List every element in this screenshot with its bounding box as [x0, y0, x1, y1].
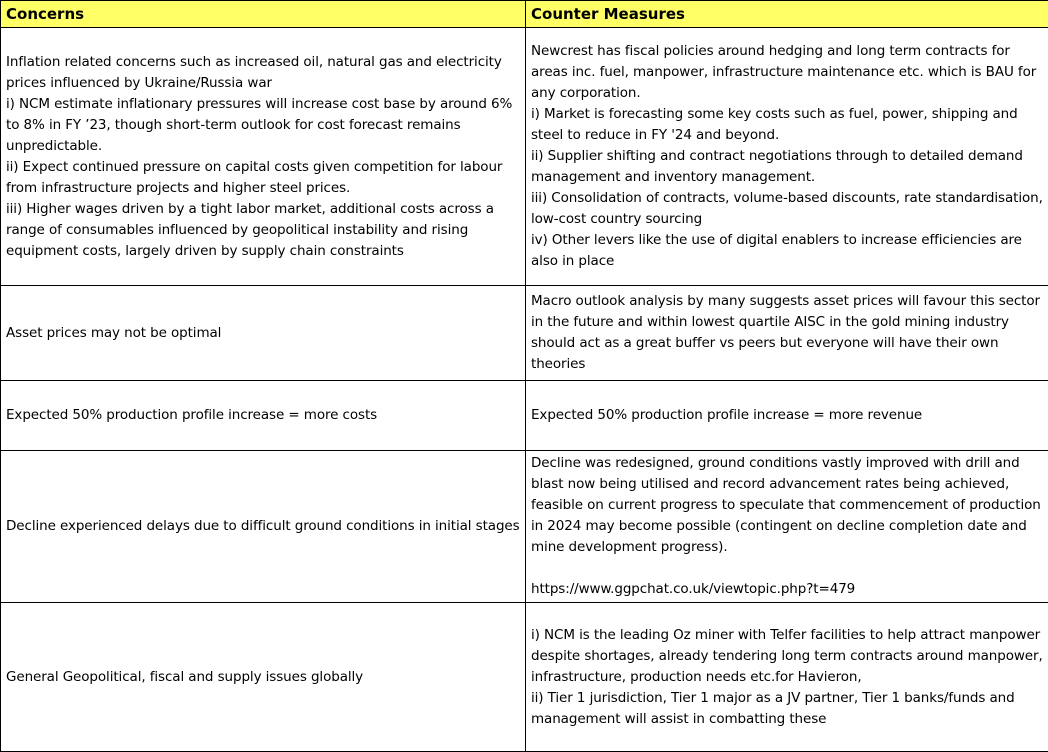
header-counter-measures: Counter Measures [526, 1, 1048, 28]
table-row [1, 28, 1048, 286]
counter-measure-cell: Expected 50% production profile increase = more revenue [526, 381, 1048, 451]
table-row [1, 286, 1048, 381]
concern-cell: General Geopolitical, fiscal and supply issues globally [1, 603, 526, 752]
counter-measure-cell: Newcrest has fiscal policies around hedging and long term contracts for areas inc. fuel, manpower, infrastructure maintenance etc. which is BAU for any corporation. i) Market is forecasting some key costs such as fuel, power, shipping and steel to reduce in FY '24 and beyond. ii) Supplier shifting and contract negotiations through to detailed demand management and inventory management. iii) Consolidation of contracts, volume-based discounts, rate standardisation, low-cost country sourcing iv) Other levers like the use of digital enablers to increase efficiencies are also in place [526, 28, 1048, 286]
table-row [1, 381, 1048, 451]
table-row [1, 603, 1048, 752]
table-row [1, 451, 1048, 603]
counter-measure-cell: Macro outlook analysis by many suggests asset prices will favour this sector in the future and within lowest quartile AISC in the gold mining industry should act as a great buffer vs peers but everyone will have their own theories [526, 286, 1048, 381]
counter-measure-cell: Decline was redesigned, ground conditions vastly improved with drill and blast now being utilised and record advancement rates being achieved, feasible on current progress to speculate that commencement of production in 2024 may become possible (contingent on decline completion date and mine development progress). https://www.ggpchat.co.uk/viewtopic.php?t=479 [526, 451, 1048, 603]
concern-cell: Asset prices may not be optimal [1, 286, 526, 381]
header-concerns: Concerns [1, 1, 526, 28]
header-row [1, 1, 1048, 28]
concern-cell: Decline experienced delays due to difficult ground conditions in initial stages [1, 451, 526, 603]
counter-measure-cell: i) NCM is the leading Oz miner with Telfer facilities to help attract manpower despite shortages, already tendering long term contracts around manpower, infrastructure, production needs etc.for Havieron, ii) Tier 1 jurisdiction, Tier 1 major as a JV partner, Tier 1 banks/funds and management will assist in combatting these [526, 603, 1048, 752]
concern-cell: Inflation related concerns such as increased oil, natural gas and electricity prices influenced by Ukraine/Russia war i) NCM estimate inflationary pressures will increase cost base by around 6% to 8% in FY ’23, though short-term outlook for cost forecast remains unpredictable. ii) Expect continued pressure on capital costs given competition for labour from infrastructure projects and higher steel prices. iii) Higher wages driven by a tight labor market, additional costs across a range of consumables influenced by geopolitical instability and rising equipment costs, largely driven by supply chain constraints [1, 28, 526, 286]
concern-cell: Expected 50% production profile increase = more costs [1, 381, 526, 451]
